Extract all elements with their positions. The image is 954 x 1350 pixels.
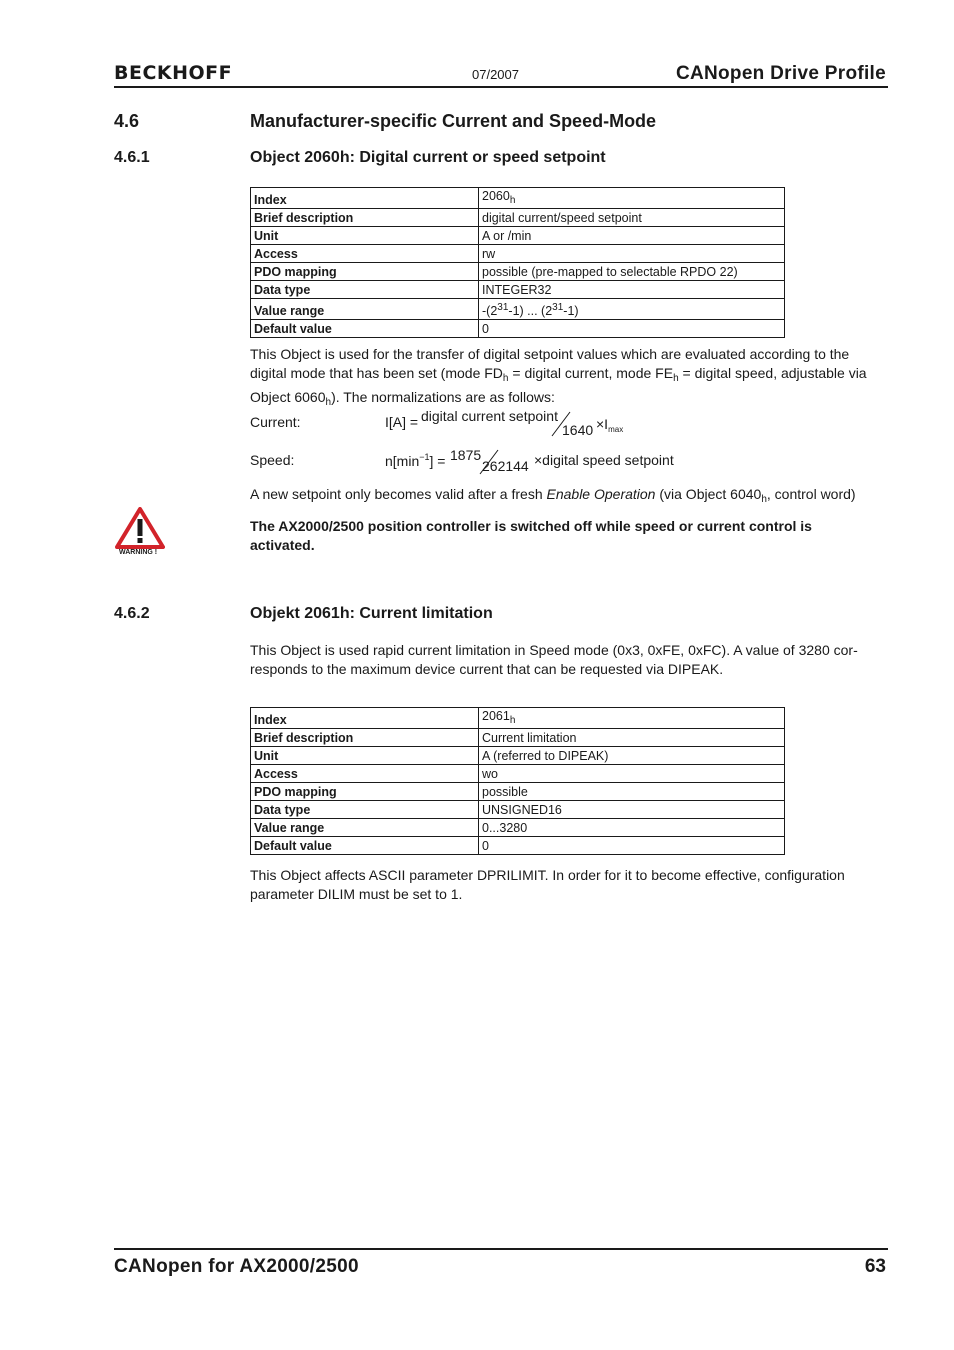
table-value: rw <box>479 245 785 263</box>
table-key: Value range <box>251 819 479 837</box>
subsection-2-number: 4.6.2 <box>114 605 150 622</box>
speed-formula-label: Speed: <box>250 452 295 468</box>
setpoint-validity-note: A new setpoint only becomes valid after a fresh Enable Operation (via Object $6040_h$, control word) <box>250 486 856 505</box>
warning-icon-label: WARNING ! <box>119 549 158 556</box>
table-value: 0...3280 <box>479 819 785 837</box>
table-value: digital current/speed setpoint <box>479 209 785 227</box>
table-row <box>251 227 785 245</box>
warning-text: The AX2000/2500 position controller is switched off while speed or current control is activated. <box>250 518 812 553</box>
table-row <box>251 801 785 819</box>
table-key: Brief description <box>251 209 479 227</box>
section-number: 4.6 <box>114 111 140 131</box>
table-value: 0 <box>479 837 785 855</box>
table-value: 0 <box>479 320 785 338</box>
table-key: Value range <box>251 299 479 320</box>
speed-formula-denominator: 262144 <box>482 458 529 474</box>
table-value: possible <box>479 783 785 801</box>
header-title: CANopen Drive Profile <box>675 63 886 84</box>
speed-formula-lhs: $n[\min^{-1}]$ = <box>385 452 446 469</box>
table-row <box>251 209 785 227</box>
current-formula-denominator: 1640 <box>562 422 594 438</box>
section-title: Manufacturer-specific Current and Speed-Mode <box>250 111 657 131</box>
table-row <box>251 819 785 837</box>
footer-title: CANopen for AX2000/2500 <box>114 1256 359 1277</box>
table-row <box>251 263 785 281</box>
table-key: PDO mapping <box>251 783 479 801</box>
table-row <box>251 765 785 783</box>
setpoint-description: This Object is used for the transfer of digital setpoint values which are evaluated according to the digital mode that has been set (mode $FD_h$ = digital current, mode $FE_h$ = digital speed, adjustable via Object $6060_h$). The normalizations are as follows: <box>250 346 867 408</box>
table-value: $-(2^{31}-1)$ ... $(2^{31}-1)$ <box>479 299 785 320</box>
current-formula-label: Current: <box>250 414 301 430</box>
header-date: 07/2007 <box>472 67 519 82</box>
table-value: A or /min <box>479 227 785 245</box>
subsection-2-title: Objekt 2061h: Current limitation <box>250 605 493 622</box>
table-row <box>251 747 785 765</box>
table-row <box>251 245 785 263</box>
table-key: Index <box>251 708 479 729</box>
warning-triangle-icon <box>115 507 165 551</box>
table-value: Current limitation <box>479 729 785 747</box>
table-row <box>251 729 785 747</box>
table-row <box>251 837 785 855</box>
dprilimit-note: This Object affects ASCII parameter DPRILIMIT. In order for it to become effective, configuration parameter DILIM must be set to 1. <box>250 867 845 902</box>
table-row <box>251 783 785 801</box>
table-row <box>251 188 785 209</box>
table-value: possible (pre-mapped to selectable RPDO 22) <box>479 263 785 281</box>
table-key: Unit <box>251 227 479 245</box>
subsection-1-number: 4.6.1 <box>114 149 150 166</box>
page-number: 63 <box>864 1256 886 1277</box>
table-row <box>251 708 785 729</box>
table-value: INTEGER32 <box>479 281 785 299</box>
table-value: A (referred to DIPEAK) <box>479 747 785 765</box>
object-2061-table <box>250 707 785 855</box>
table-key: Index <box>251 188 479 209</box>
current-formula-numerator: digital current setpoint <box>421 408 558 424</box>
table-key: PDO mapping <box>251 263 479 281</box>
brand-logo: BECKHOFF <box>114 62 233 84</box>
table-key: Access <box>251 245 479 263</box>
table-key: Data type <box>251 801 479 819</box>
current-formula-factor: $\times I_{max}$ <box>596 416 624 434</box>
table-key: Access <box>251 765 479 783</box>
table-key: Default value <box>251 837 479 855</box>
table-row <box>251 320 785 338</box>
speed-formula-factor: ×digital speed setpoint <box>534 452 674 468</box>
table-key: Brief description <box>251 729 479 747</box>
table-value: UNSIGNED16 <box>479 801 785 819</box>
current-formula-lhs: I[A] = <box>385 414 419 430</box>
table-value: $2061_h$ <box>479 708 785 729</box>
subsection-1-title: Object 2060h: Digital current or speed setpoint <box>250 149 606 166</box>
table-value: wo <box>479 765 785 783</box>
speed-formula-numerator: 1875 <box>450 447 482 463</box>
table-key: Default value <box>251 320 479 338</box>
object-2060-table <box>250 187 785 338</box>
table-key: Data type <box>251 281 479 299</box>
table-row <box>251 281 785 299</box>
table-value: $2060_h$ <box>479 188 785 209</box>
header-rule <box>114 86 888 88</box>
current-limit-description: This Object is used rapid current limitation in Speed mode (0x3, 0xFE, 0xFC). A value of 3280 cor- responds to the maximum device current that can be requested via DIPEAK. <box>250 642 858 677</box>
table-key: Unit <box>251 747 479 765</box>
footer-rule <box>114 1248 888 1250</box>
table-row <box>251 299 785 320</box>
